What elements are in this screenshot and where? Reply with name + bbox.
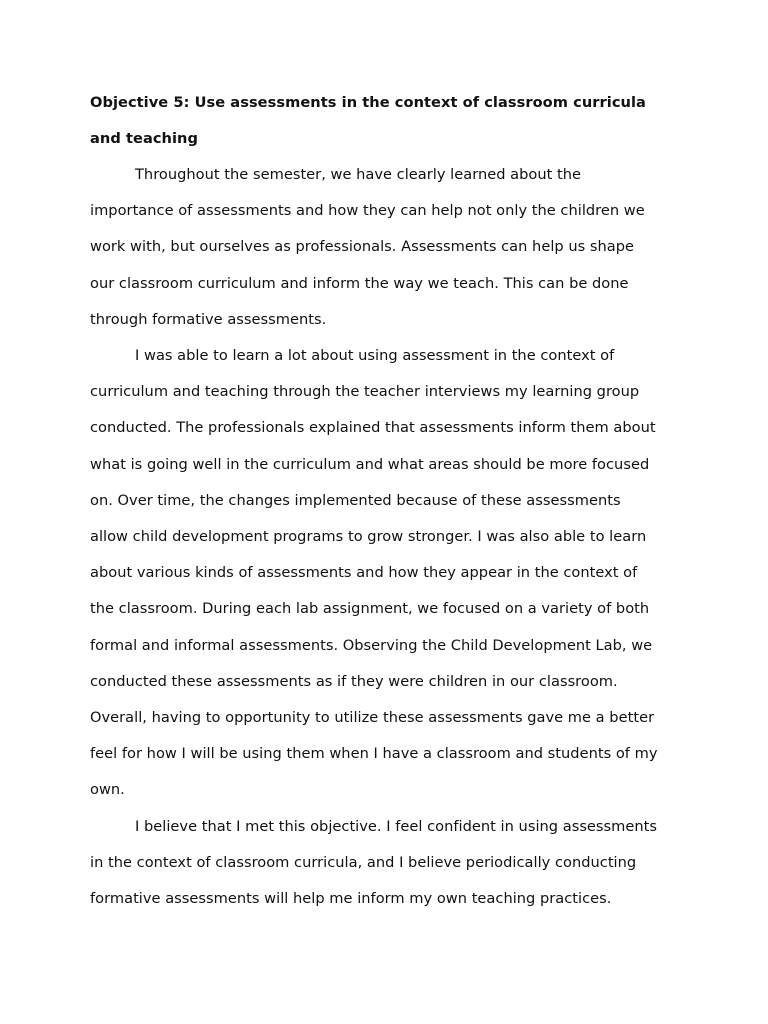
title-line: Objective 5: Use assessments in the context of classroom curricula [90, 94, 646, 111]
text-line: the classroom. During each lab assignment, we focused on a variety of both [90, 600, 650, 618]
text-line: work with, but ourselves as professionals. Assessments can help us shape [90, 238, 635, 256]
text-line: I was able to learn a lot about using assessment in the context of [135, 347, 615, 365]
text-line: curriculum and teaching through the teacher interviews my learning group [90, 383, 640, 401]
paragraph-3 [90, 809, 690, 918]
paragraph-1 [90, 157, 690, 338]
text-line: in the context of classroom curricula, and I believe periodically conducting [90, 853, 637, 871]
title-line: and teaching [90, 130, 198, 147]
text-line: our classroom curriculum and inform the way we teach. This can be done [90, 274, 629, 292]
document-body [90, 85, 690, 917]
text-line: on. Over time, the changes implemented because of these assessments [90, 491, 621, 509]
text-line: what is going well in the curriculum and what areas should be more focused [90, 455, 650, 473]
text-line: importance of assessments and how they can help not only the children we [90, 202, 645, 220]
text-line: conducted. The professionals explained that assessments inform them about [90, 419, 656, 437]
paragraph-2 [90, 338, 690, 809]
text-line: formative assessments will help me inform my own teaching practices. [90, 890, 612, 908]
text-line: own. [90, 781, 125, 799]
text-line: allow child development programs to grow stronger. I was also able to learn [90, 528, 647, 546]
text-line: formal and informal assessments. Observing the Child Development Lab, we [90, 636, 653, 654]
text-line: I believe that I met this objective. I feel confident in using assessments [135, 817, 658, 835]
text-line: Throughout the semester, we have clearly learned about the [135, 166, 582, 183]
document-title [90, 85, 690, 157]
text-line: conducted these assessments as if they were children in our classroom. [90, 672, 618, 690]
text-line: feel for how I will be using them when I have a classroom and students of my [90, 745, 658, 763]
text-line: through formative assessments. [90, 310, 327, 328]
text-line: Overall, having to opportunity to utilize these assessments gave me a better [90, 709, 655, 727]
text-line: about various kinds of assessments and how they appear in the context of [90, 564, 638, 582]
